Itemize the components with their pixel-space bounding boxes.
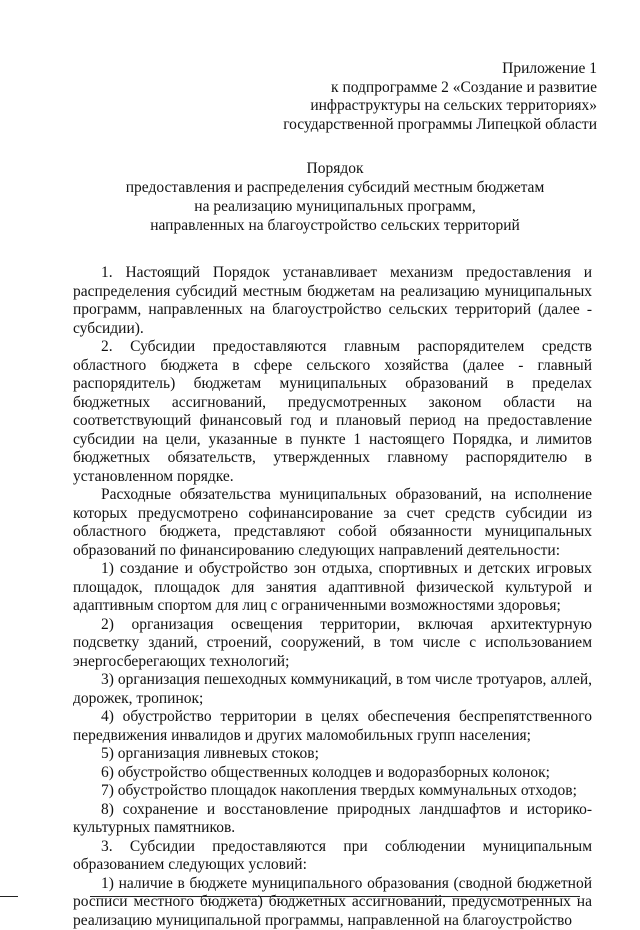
appendix-line-3: инфраструктуры на сельских территориях» <box>283 97 597 116</box>
scan-edge-line <box>0 896 18 897</box>
paragraph-4: 3. Субсидии предоставляются при соблюдении муниципальным образованием следующих условий: <box>73 838 592 875</box>
title-line-4: направленных на благоустройство сельских территорий <box>70 216 600 235</box>
list-item-8: 8) сохранение и восстановление природных ландшафтов и историко-культурных памятников. <box>73 801 592 838</box>
appendix-line-2: к подпрограмме 2 «Создание и развитие <box>283 79 597 98</box>
list-item-5: 5) организация ливневых стоков; <box>73 745 592 764</box>
list-item-1: 1) создание и обустройство зон отдыха, спортивных и детских игровых площадок, площадок для занятия адаптивной физической культурой и адаптивным спортом для лиц с ограниченными возможностями здоровья; <box>73 560 592 616</box>
title-line-2: предоставления и распределения субсидий местным бюджетам <box>70 178 600 197</box>
appendix-header <box>283 60 597 134</box>
bottom-rule <box>90 896 580 897</box>
document-body <box>73 264 592 930</box>
list-item-2: 2) организация освещения территории, включая архитектурную подсветку зданий, строений, сооружений, в том числе с использованием энергосберегающих технологий; <box>73 616 592 672</box>
list-item-6: 6) обустройство общественных колодцев и водоразборных колонок; <box>73 764 592 783</box>
condition-item-1: 1) наличие в бюджете муниципального образования (сводной бюджетной росписи местного бюджета) бюджетных ассигнований, предусмотренных на реализацию муниципальной программы, направленной на благоустройство <box>73 875 592 930</box>
title-line-3: на реализацию муниципальных программ, <box>70 197 600 216</box>
list-item-7: 7) обустройство площадок накопления твердых коммунальных отходов; <box>73 782 592 801</box>
list-item-3: 3) организация пешеходных коммуникаций, в том числе тротуаров, аллей, дорожек, тропинок; <box>73 671 592 708</box>
paragraph-1: 1. Настоящий Порядок устанавливает механизм предоставления и распределения субсидий местным бюджетам на реализацию муниципальных программ, направленных на благоустройство сельских территорий (далее - субсидии). <box>73 264 592 338</box>
appendix-line-4: государственной программы Липецкой области <box>283 116 597 135</box>
paragraph-3: Расходные обязательства муниципальных образований, на исполнение которых предусмотрено софинансирование за счет средств субсидии из областного бюджета, представляют собой обязанности муниципальных образований по финансированию следующих направлений деятельности: <box>73 486 592 560</box>
appendix-line-1: Приложение 1 <box>283 60 597 79</box>
paragraph-2: 2. Субсидии предоставляются главным распорядителем средств областного бюджета в сфере сельского хозяйства (далее - главный распорядитель) бюджетам муниципальных образований в пределах бюджетных ассигнований, предусмотренных законом области на соответствующий финансовый год и плановый период на предоставление субсидии на цели, указанные в пункте 1 настоящего Порядка, и лимитов бюджетных обязательств, утвержденных главному распорядителю в установленном порядке. <box>73 338 592 486</box>
list-item-4: 4) обустройство территории в целях обеспечения беспрепятственного передвижения инвалидов и других маломобильных групп населения; <box>73 708 592 745</box>
title-line-1: Порядок <box>70 159 600 178</box>
document-title <box>70 159 600 235</box>
